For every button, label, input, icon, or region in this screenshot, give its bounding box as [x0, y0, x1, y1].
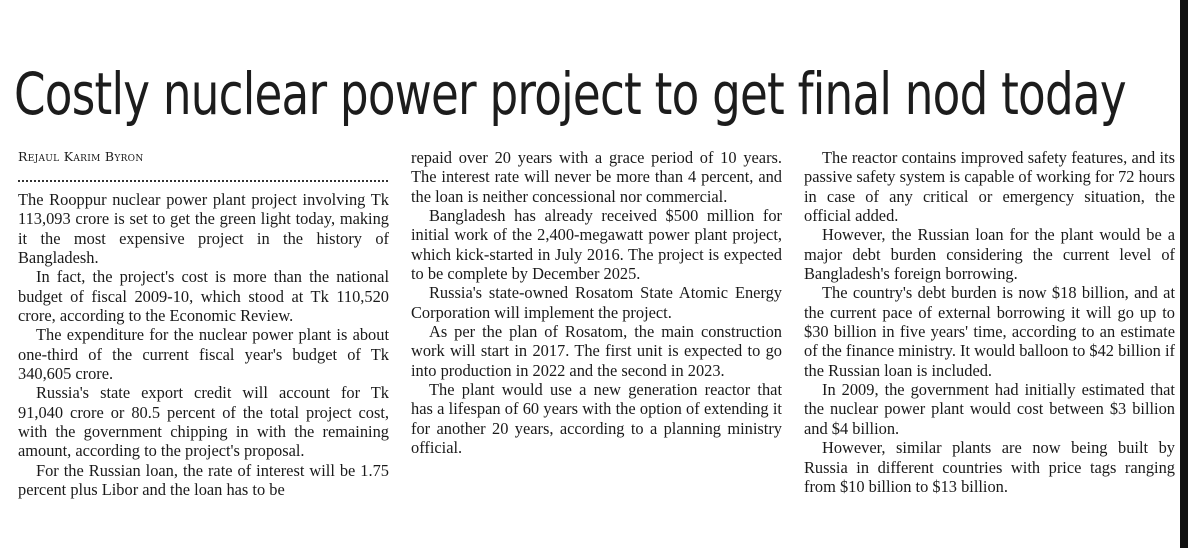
paragraph: repaid over 20 years with a grace period of 10 years. The interest rate will never be more than 4 percent, and the loan is neither concessional nor commercial.: [411, 148, 782, 206]
paragraph: Russia's state export credit will account for Tk 91,040 crore or 80.5 percent of the total project cost, with the government chipping in with the remaining amount, according to the project's proposal.: [18, 383, 389, 461]
paragraph: In fact, the project's cost is more than the national budget of fiscal 2009-10, which stood at Tk 110,520 crore, according to the Economic Review.: [18, 267, 389, 326]
page-edge-shadow: [1180, 0, 1188, 548]
paragraph: The Rooppur nuclear power plant project involving Tk 113,093 crore is set to get the green light today, making it the most expensive project in the history of Bangladesh.: [18, 190, 389, 268]
article-column-3: [804, 148, 1175, 496]
paragraph: Russia's state-owned Rosatom State Atomic Energy Corporation will implement the project.: [411, 283, 782, 322]
byline-divider: [18, 180, 388, 182]
paragraph: In 2009, the government had initially estimated that the nuclear power plant would cost between $3 billion and $4 billion.: [804, 380, 1175, 438]
paragraph: The country's debt burden is now $18 billion, and at the current pace of external borrowing it will go up to $30 billion in five years' time, according to an estimate of the finance ministry. It would balloon to $42 billion if the Russian loan is included.: [804, 283, 1175, 380]
byline: Rejaul Karim Byron: [18, 149, 144, 164]
paragraph: As per the plan of Rosatom, the main construction work will start in 2017. The first unit is expected to go into production in 2022 and the second in 2023.: [411, 322, 782, 380]
article-column-1: [18, 190, 389, 500]
paragraph: However, similar plants are now being built by Russia in different countries with price tags ranging from $10 billion to $13 billion.: [804, 438, 1175, 496]
paragraph: Bangladesh has already received $500 million for initial work of the 2,400-megawatt power plant project, which kick-started in July 2016. The project is expected to be complete by December 2025.: [411, 206, 782, 284]
paragraph: For the Russian loan, the rate of interest will be 1.75 percent plus Libor and the loan has to be: [18, 460, 389, 500]
paragraph: The plant would use a new generation reactor that has a lifespan of 60 years with the option of extending it for another 20 years, according to a planning ministry official.: [411, 380, 782, 458]
paragraph: The expenditure for the nuclear power plant is about one-third of the current fiscal year's budget of Tk 340,605 crore.: [18, 325, 389, 384]
paragraph: However, the Russian loan for the plant would be a major debt burden considering the current level of Bangladesh's foreign borrowing.: [804, 225, 1175, 284]
paragraph: The reactor contains improved safety features, and its passive safety system is capable of working for 72 hours in case of any critical or emergency situation, the official added.: [804, 148, 1175, 226]
article-column-2: [411, 148, 782, 458]
headline: Costly nuclear power project to get final nod today: [14, 60, 1126, 128]
